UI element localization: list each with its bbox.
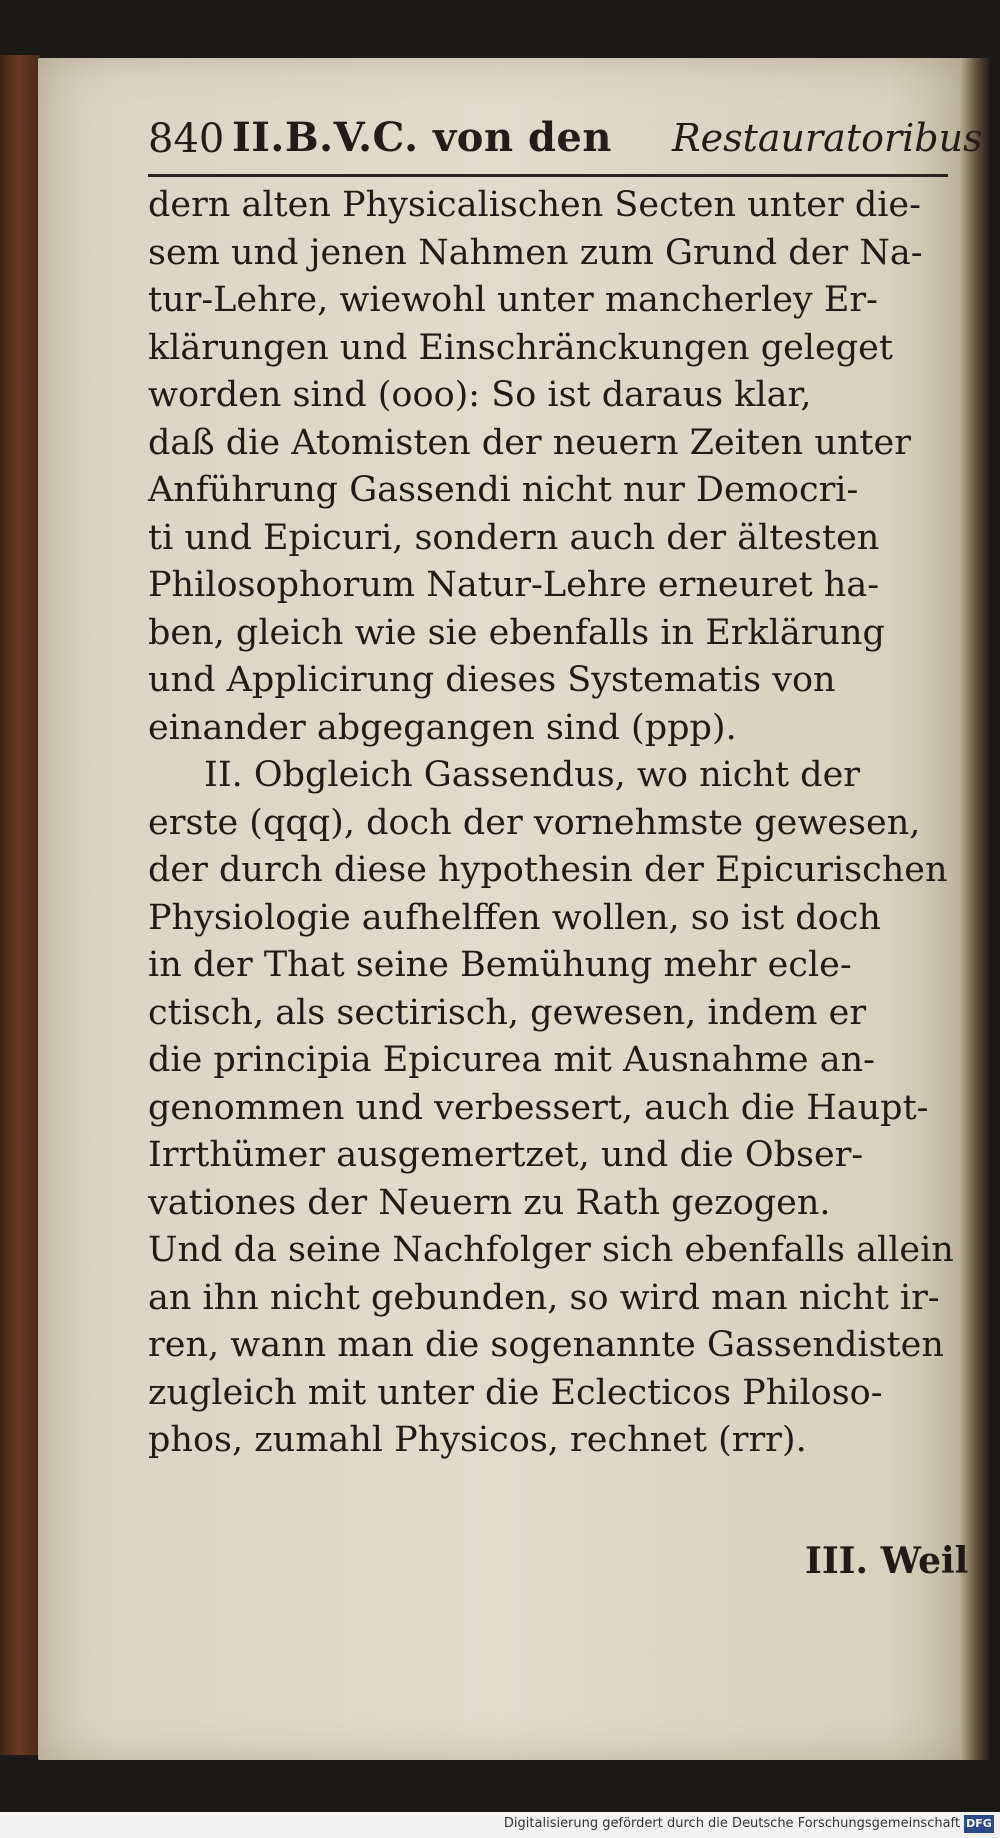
text-line: erste (qqq), doch der vornehmste gewesen, [148,802,921,843]
text-line: sem und jenen Nahmen zum Grund der Na- [148,232,923,273]
text-line: Und da seine Nachfolger sich ebenfalls allein [148,1230,954,1270]
text-line: an ihn nicht gebunden, so wird man nicht ir- [148,1277,940,1318]
text-line: die principia Epicurea mit Ausnahme an- [148,1040,875,1080]
digitization-footer [0,1812,1000,1838]
text-line: in der That seine Bemühung mehr ecle- [148,945,852,985]
page-number: 840 [148,116,225,162]
page-header [148,108,983,168]
text-line: klärungen und Einschränckungen geleget [148,327,893,368]
catchword: III. Weil [805,1540,969,1582]
text-line: ti und Epicuri, sondern auch der ältesten [148,517,880,558]
text-line: einander abgegangen sind (ppp). [148,707,737,748]
running-title: II.B.V.C. von den [232,114,612,161]
text-line: ctisch, als sectirisch, gewesen, indem er [148,992,867,1033]
text-line: zugleich mit unter die Eclecticos Philoso- [148,1372,883,1413]
header-rule [148,174,948,177]
text-line: Physiologie aufhelffen wollen, so ist doch [148,897,881,938]
text-line: der durch diese hypothesin der Epicurischen [148,850,948,890]
text-line: ben, gleich wie sie ebenfalls in Erklärung [148,612,885,653]
text-line: ren, wann man die sogenannte Gassendisten [148,1325,944,1365]
text-line: phos, zumahl Physicos, rechnet (rrr). [148,1420,807,1460]
text-line: vationes der Neuern zu Rath gezogen. [148,1182,831,1223]
running-title-latin: Restauratoribus [672,116,983,160]
text-line: Philosophorum Natur-Lehre erneuret ha- [148,565,880,605]
text-line: tur-Lehre, wiewohl unter mancherley Er- [148,280,878,320]
text-line: Anführung Gassendi nicht nur Democri- [148,470,859,510]
text-line: und Applicirung dieses Systematis von [148,660,836,700]
body-text [148,182,968,1465]
text-line: genommen und verbessert, auch die Haupt- [148,1087,929,1128]
text-line: Irrthümer ausgemertzet, und die Obser- [148,1135,864,1175]
text-line: II. Obgleich Gassendus, wo nicht der [204,755,861,795]
dfg-logo: DFG [964,1815,994,1833]
funding-credit: Digitalisierung gefördert durch die Deutsche Forschungsgemeinschaft [503,1816,960,1831]
book-spine [0,55,40,1755]
text-line: dern alten Physicalischen Secten unter die- [148,185,921,225]
text-line: worden sind (ooo): So ist daraus klar, [148,375,812,415]
text-line: daß die Atomisten der neuern Zeiten unter [148,422,911,463]
